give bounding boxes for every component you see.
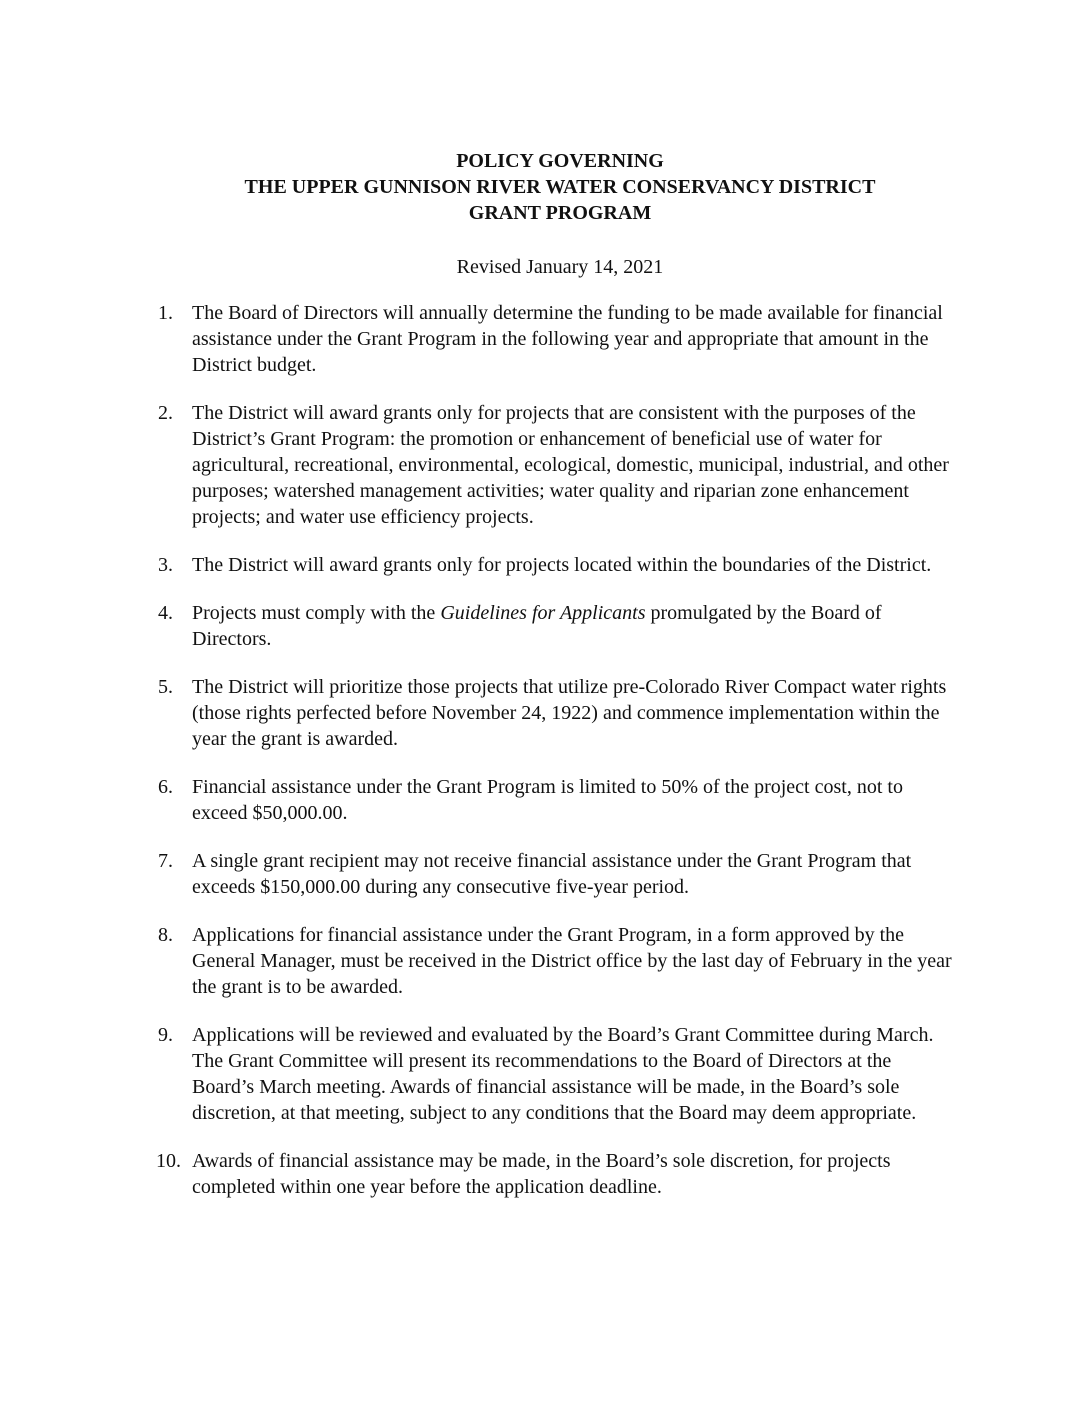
item-text: Financial assistance under the Grant Program is limited to 50% of the project cost, not to exceed $50,000.00. bbox=[192, 776, 903, 824]
item-text: A single grant recipient may not receive financial assistance under the Grant Program that exceeds $150,000.00 during any consecutive five-year period. bbox=[192, 850, 912, 898]
item-text-after: promulgated by the Board of Directors. bbox=[192, 602, 882, 650]
item-number: 9. bbox=[158, 1024, 173, 1046]
policy-item-6 bbox=[158, 774, 958, 826]
item-number: 2. bbox=[158, 402, 173, 424]
title-line-3: GRANT PROGRAM bbox=[468, 202, 652, 224]
policy-item-8 bbox=[158, 922, 958, 1000]
item-number: 5. bbox=[158, 676, 173, 698]
document-title bbox=[0, 148, 1088, 226]
policy-list bbox=[158, 300, 958, 1222]
item-text: Awards of financial assistance may be made, in the Board’s sole discretion, for projects completed within one year before the application deadline. bbox=[192, 1150, 891, 1198]
item-text: The District will award grants only for projects located within the boundaries of the District. bbox=[192, 554, 932, 576]
policy-item-9 bbox=[158, 1022, 958, 1126]
item-text bbox=[192, 602, 882, 650]
policy-item-3 bbox=[158, 552, 958, 578]
item-number: 8. bbox=[158, 924, 173, 946]
item-text: The District will award grants only for projects that are consistent with the purposes of the District’s Grant Program: the promotion or enhancement of beneficial use of water for agricultural, recreational, environmental, ecological, domestic, municipal, industrial, and other purposes; watershed management activities; water quality and riparian zone enhancement projects; and water use efficiency projects. bbox=[192, 402, 949, 528]
item-number: 7. bbox=[158, 850, 173, 872]
policy-item-10 bbox=[158, 1148, 958, 1200]
guidelines-title: Guidelines for Applicants bbox=[440, 602, 646, 624]
item-text: The Board of Directors will annually determine the funding to be made available for financial assistance under the Grant Program in the following year and appropriate that amount in the District budget. bbox=[192, 302, 943, 376]
title-line-1: POLICY GOVERNING bbox=[456, 150, 664, 172]
item-text: The District will prioritize those projects that utilize pre-Colorado River Compact water rights (those rights perfected before November 24, 1922) and commence implementation within the year the grant is awarded. bbox=[192, 676, 947, 750]
policy-item-7 bbox=[158, 848, 958, 900]
item-number: 4. bbox=[158, 602, 173, 624]
policy-item-5 bbox=[158, 674, 958, 752]
item-number: 3. bbox=[158, 554, 173, 576]
item-number: 10. bbox=[156, 1150, 181, 1172]
revised-date: Revised January 14, 2021 bbox=[456, 256, 664, 278]
item-text-before: Projects must comply with the bbox=[192, 602, 441, 624]
policy-item-2 bbox=[158, 400, 958, 530]
policy-item-4 bbox=[158, 600, 958, 652]
item-text: Applications will be reviewed and evaluated by the Board’s Grant Committee during March. The Grant Committee will present its recommendations to the Board of Directors at the Board’s March meeting. Awards of financial assistance will be made, in the Board’s sole discretion, at that meeting, subject to any conditions that the Board may deem appropriate. bbox=[192, 1024, 934, 1124]
policy-item-1 bbox=[158, 300, 958, 378]
item-text: Applications for financial assistance under the Grant Program, in a form approved by the General Manager, must be received in the District office by the last day of February in the year the grant is to be awarded. bbox=[192, 924, 952, 998]
item-number: 6. bbox=[158, 776, 173, 798]
title-line-2: THE UPPER GUNNISON RIVER WATER CONSERVANCY DISTRICT bbox=[244, 176, 876, 198]
item-number: 1. bbox=[158, 302, 173, 324]
